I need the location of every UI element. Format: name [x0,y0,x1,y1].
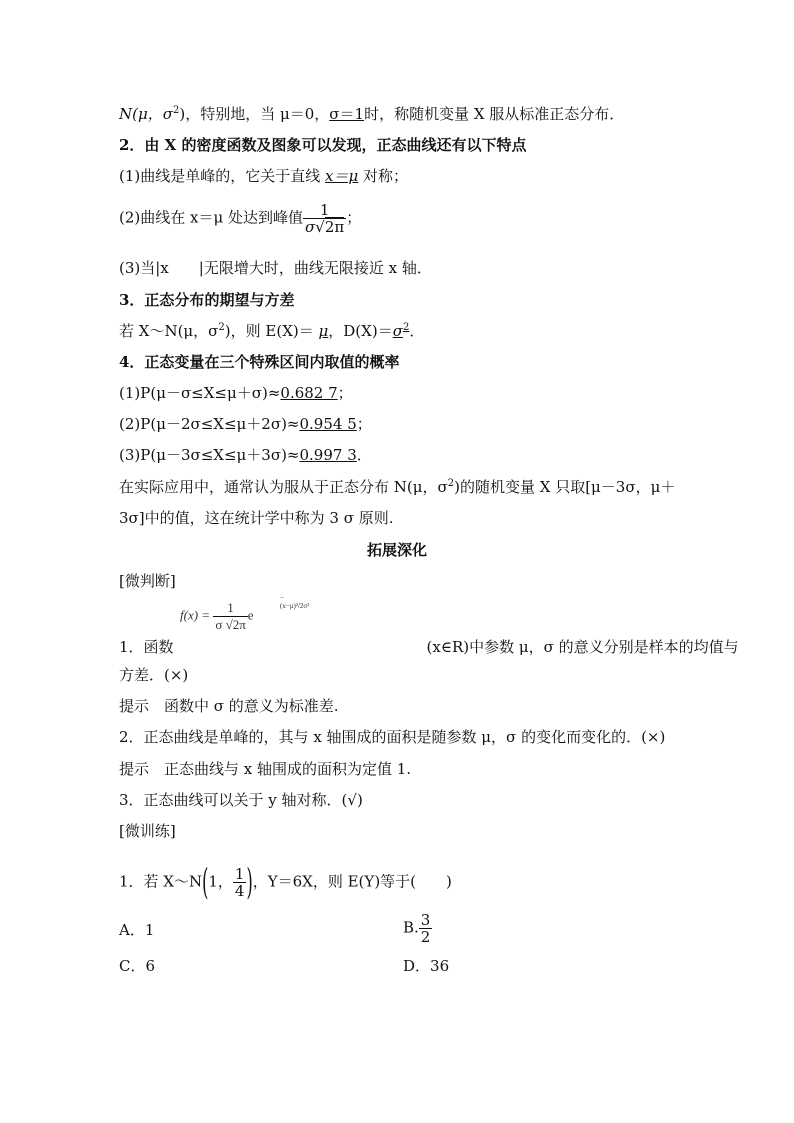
heading-3: 3．正态分布的期望与方差 [119,291,295,309]
option-d[interactable]: D．36 [403,957,450,975]
feature-3: (3)当|x |无限增大时，曲线无限接近 x 轴． [119,259,432,277]
heading-4: 4．正态变量在三个特殊区间内取值的概率 [119,353,400,371]
judge-1-cont: 方差．(×) [119,666,189,684]
judge-3: 3．正态曲线可以关于 y 轴对称．(√) [119,791,363,809]
expectation-variance: 若 X～N(μ，$\sigma^2$)，则 E(X)＝ μ，$D(X)=\sigma^2$． [119,322,425,340]
tag-train: [微训练] [119,822,176,840]
heading-2: 2．由 X 的密度函数及图象可以发现，正态曲线还有以下特点 [119,136,527,154]
prob-3: (3)P(μ－3σ≤X≤μ＋3σ)≈0.997 3． [119,446,372,464]
judge-1: 1．函数 (x∈R)中参数 μ，σ 的意义分别是样本的均值与 [119,638,739,656]
density-formula: f(x) = $\frac{1}{\sigma √2\pi}$ e −(x−μ)²/2σ² [180,594,310,632]
option-a[interactable]: A．1 [119,921,155,939]
hint-1: 提示 函数中 σ 的意义为标准差. [119,697,339,715]
three-sigma-line-2: 3σ]中的值，这在统计学中称为 3 σ 原则. [119,509,394,527]
feature-1: (1)曲线是单峰的，它关于直线 x＝μ 对称； [119,167,409,185]
option-c[interactable]: C．6 [119,957,156,975]
tag-judge: [微判断] [119,572,176,590]
option-b[interactable]: B. $\frac{3}{2}$ [403,911,431,946]
three-sigma-line-1: 在实际应用中，通常认为服从于正态分布 N(μ，$\sigma^2$)的随机变量 X 只取[μ－3σ，μ＋ [119,478,676,496]
prob-2: (2)P(μ－2σ≤X≤μ＋2σ)≈0.954 5； [119,415,372,433]
question-1: 1．若 X～N(1， $\frac{1}{4}$ )，Y＝6X，则 E(Y)等于( ) [119,860,452,903]
hint-2: 提示 正态曲线与 x 轴围成的面积为定值 1. [119,760,412,778]
section-title: 拓展深化 [366,541,427,559]
peak-fraction: $\frac{1}{\sigma√2\pi}$ [305,201,345,236]
prob-1: (1)P(μ－σ≤X≤μ＋σ)≈0.682 7； [119,384,353,402]
judge-2: 2．正态曲线是单峰的，其与 x 轴围成的面积是随参数 μ，σ 的变化而变化的．(×) [119,728,666,746]
line-normal-def: N(μ，$\sigma^2$)，特别地，当 μ＝0，σ＝1时，称随机变量 X 服从标准正态分布． [119,105,625,123]
feature-2: (2)曲线在 x＝μ 处达到峰值 $\frac{1}{\sigma√2\pi}$ ； [119,201,362,236]
